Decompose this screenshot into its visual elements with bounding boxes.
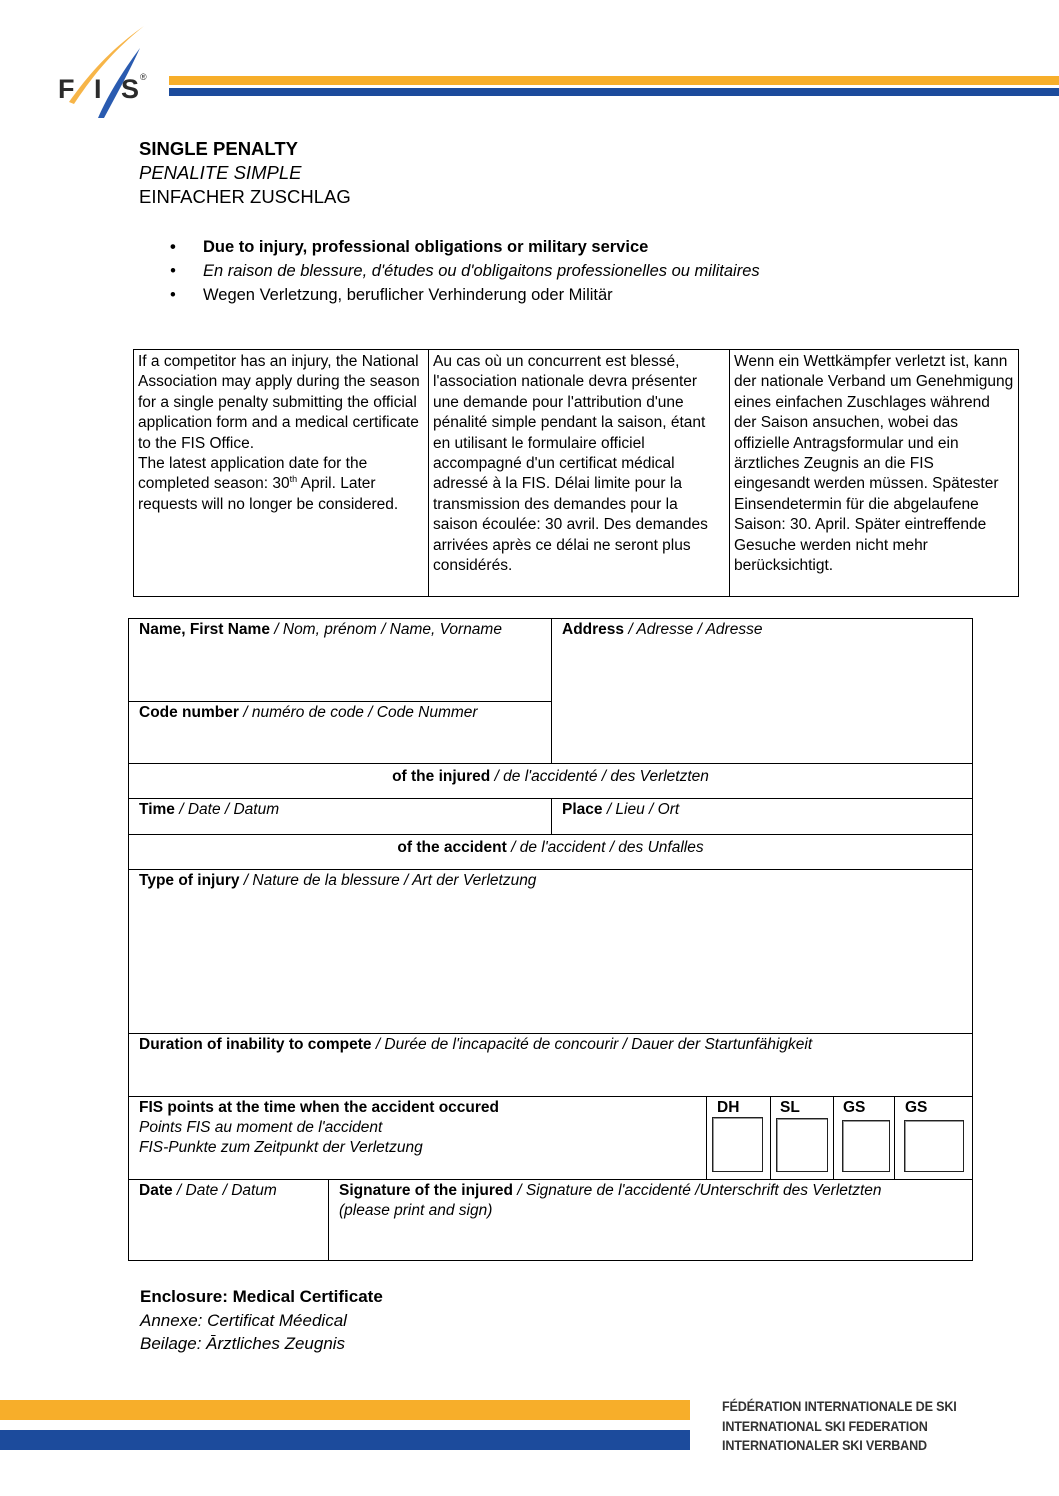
registered-mark: ® bbox=[140, 72, 147, 82]
place-field[interactable] bbox=[552, 799, 972, 834]
time-label-translations: / Date / Datum bbox=[174, 801, 280, 818]
header-blue-stripe bbox=[169, 88, 1059, 96]
injury-type-field[interactable] bbox=[129, 870, 972, 1033]
info-en-part1: If a competitor has an injury, the National Association may apply during the season for a single penalty submitting the official application form and a medical certificate to the FIS Office. bbox=[138, 353, 420, 452]
reasons-list bbox=[170, 235, 760, 307]
signature-field[interactable] bbox=[329, 1180, 972, 1260]
injured-caption-bold: of the injured bbox=[392, 768, 491, 785]
time-place-row bbox=[129, 799, 972, 835]
fis-points-label: FIS points at the time when the accident occured bbox=[139, 1099, 500, 1116]
enclosure-en: Enclosure: Medical Certificate bbox=[140, 1287, 383, 1306]
signature-label-translations: / Signature de l'accidenté /Unterschrift des Verletzten bbox=[512, 1182, 882, 1199]
code-number-field[interactable] bbox=[129, 702, 552, 763]
points-sl-input[interactable] bbox=[776, 1118, 828, 1172]
injured-caption-translations: / de l'accidenté / des Verletzten bbox=[490, 768, 709, 785]
logo-letter-i: I bbox=[94, 74, 102, 104]
divider bbox=[833, 1097, 834, 1179]
divider bbox=[770, 1097, 771, 1179]
logo-letter-s: S bbox=[121, 74, 140, 104]
date-label-translations: / Date / Datum bbox=[172, 1182, 277, 1199]
address-label: Address bbox=[562, 621, 625, 638]
enclosure-de: Beilage: Ārztliches Zeugnis bbox=[140, 1334, 346, 1353]
accident-caption-bold: of the accident bbox=[397, 839, 507, 856]
date-label: Date bbox=[139, 1182, 173, 1199]
injury-type-translations: / Nature de la blessure / Art der Verletzung bbox=[239, 872, 537, 889]
injury-type-row bbox=[129, 870, 972, 1034]
info-en bbox=[134, 350, 429, 596]
place-label-translations: / Lieu / Ort bbox=[602, 801, 680, 818]
name-label-translations: / Nom, prénom / Name, Vorname bbox=[269, 621, 502, 638]
fis-logo-swoosh-icon bbox=[52, 22, 152, 120]
code-label: Code number bbox=[139, 704, 239, 721]
federation-name-de: INTERNATIONALER SKI VERBAND bbox=[722, 1437, 927, 1453]
points-dh-input[interactable] bbox=[712, 1117, 763, 1172]
accident-caption bbox=[129, 835, 972, 869]
reason-en: • Due to injury, professional obligations or military service bbox=[170, 235, 760, 259]
document-title bbox=[139, 137, 351, 209]
accident-caption-translations: / de l'accident / des Unfalles bbox=[506, 839, 704, 856]
date-field[interactable] bbox=[129, 1180, 329, 1260]
info-table bbox=[133, 349, 1019, 597]
name-field[interactable] bbox=[129, 619, 552, 702]
fis-points-label-cell bbox=[129, 1097, 707, 1179]
reason-fr: • En raison de blessure, d'études ou d'obligaitons professionelles ou militaires bbox=[170, 259, 760, 283]
title-en: SINGLE PENALTY bbox=[139, 138, 298, 159]
points-gs-input[interactable] bbox=[842, 1120, 890, 1172]
points-gs2-input[interactable] bbox=[904, 1120, 964, 1172]
footer-blue-stripe bbox=[0, 1430, 690, 1450]
place-label: Place bbox=[562, 801, 603, 818]
reason-de: • Wegen Verletzung, beruflicher Verhinderung oder Militär bbox=[170, 283, 760, 307]
injured-caption-row bbox=[129, 764, 972, 799]
signature-note: (please print and sign) bbox=[339, 1202, 493, 1219]
info-en-part3: April. Later requests will no longer be considered. bbox=[138, 475, 399, 513]
header-yellow-stripe bbox=[169, 76, 1059, 85]
fis-points-de: FIS-Punkte zum Zeitpunkt der Verletzung bbox=[139, 1139, 423, 1156]
divider bbox=[706, 1097, 707, 1179]
time-field[interactable] bbox=[129, 799, 552, 834]
enclosure-fr: Annexe: Certificat Méedical bbox=[140, 1310, 347, 1330]
info-fr: Au cas où un concurrent est blessé, l'association nationale devra présenter une demande pour l'attribution d'une pénalité simple pendant la saison, étant en utilisant le formulaire officiel accompagné d'un certificat médical adressé à la FIS. Délai limite pour la transmission des demandes pour la saison écoulée: 30 avril. Des demandes arrivées après ce délai ne seront plus considérés. bbox=[429, 350, 730, 596]
address-field[interactable] bbox=[552, 619, 972, 763]
info-en-sup: th bbox=[289, 474, 298, 485]
divider bbox=[894, 1097, 895, 1179]
address-label-translations: / Adresse / Adresse bbox=[624, 621, 763, 638]
duration-translations: / Durée de l'incapacité de concourir / Dauer der Startunfähigkeit bbox=[371, 1036, 813, 1053]
accident-caption-row bbox=[129, 835, 972, 870]
discipline-dh-label: DH bbox=[717, 1099, 740, 1116]
injured-caption bbox=[129, 764, 972, 798]
discipline-gs2-label: GS bbox=[905, 1099, 928, 1116]
title-de: EINFACHER ZUSCHLAG bbox=[139, 186, 351, 207]
info-de: Wenn ein Wettkämpfer verletzt ist, kann der nationale Verband um Genehmigung eines einfachen Zuschlages während der Saison ansuchen, wobei das offizielle Antragsformular und ein ärztliches Zeugnis an die FIS eingesandt werden müssen. Spätester Einsendetermin für die abgelaufene Saison: 30. April. Später eintreffende Gesuche werden nicht mehr berücksichtigt. bbox=[734, 353, 1014, 575]
enclosure-note bbox=[140, 1285, 383, 1356]
code-label-translations: / numéro de code / Code Nummer bbox=[238, 704, 478, 721]
fis-points-fr: Points FIS au moment de l'accident bbox=[139, 1119, 383, 1136]
duration-field[interactable] bbox=[129, 1034, 972, 1096]
federation-name bbox=[722, 1397, 957, 1456]
name-label: Name, First Name bbox=[139, 621, 270, 638]
discipline-sl-label: SL bbox=[780, 1099, 800, 1116]
fis-logo bbox=[52, 22, 152, 120]
federation-name-en: INTERNATIONAL SKI FEDERATION bbox=[722, 1417, 928, 1434]
fis-points-row bbox=[129, 1097, 972, 1180]
signature-label: Signature of the injured bbox=[339, 1182, 513, 1199]
logo-letter-f: F bbox=[58, 74, 75, 104]
time-label: Time bbox=[139, 801, 175, 818]
application-form bbox=[128, 618, 973, 1261]
title-fr: PENALITE SIMPLE bbox=[139, 162, 302, 183]
info-en-part2: The latest application date for the completed season: 30 bbox=[138, 455, 368, 493]
identity-row bbox=[129, 619, 972, 764]
duration-label: Duration of inability to compete bbox=[139, 1036, 372, 1053]
footer-yellow-stripe bbox=[0, 1400, 690, 1420]
injury-type-label: Type of injury bbox=[139, 872, 240, 889]
duration-row bbox=[129, 1034, 972, 1097]
discipline-gs-label: GS bbox=[843, 1099, 866, 1116]
signature-row bbox=[129, 1180, 972, 1260]
federation-name-fr: FÉDÉRATION INTERNATIONALE DE SKI bbox=[722, 1398, 957, 1414]
